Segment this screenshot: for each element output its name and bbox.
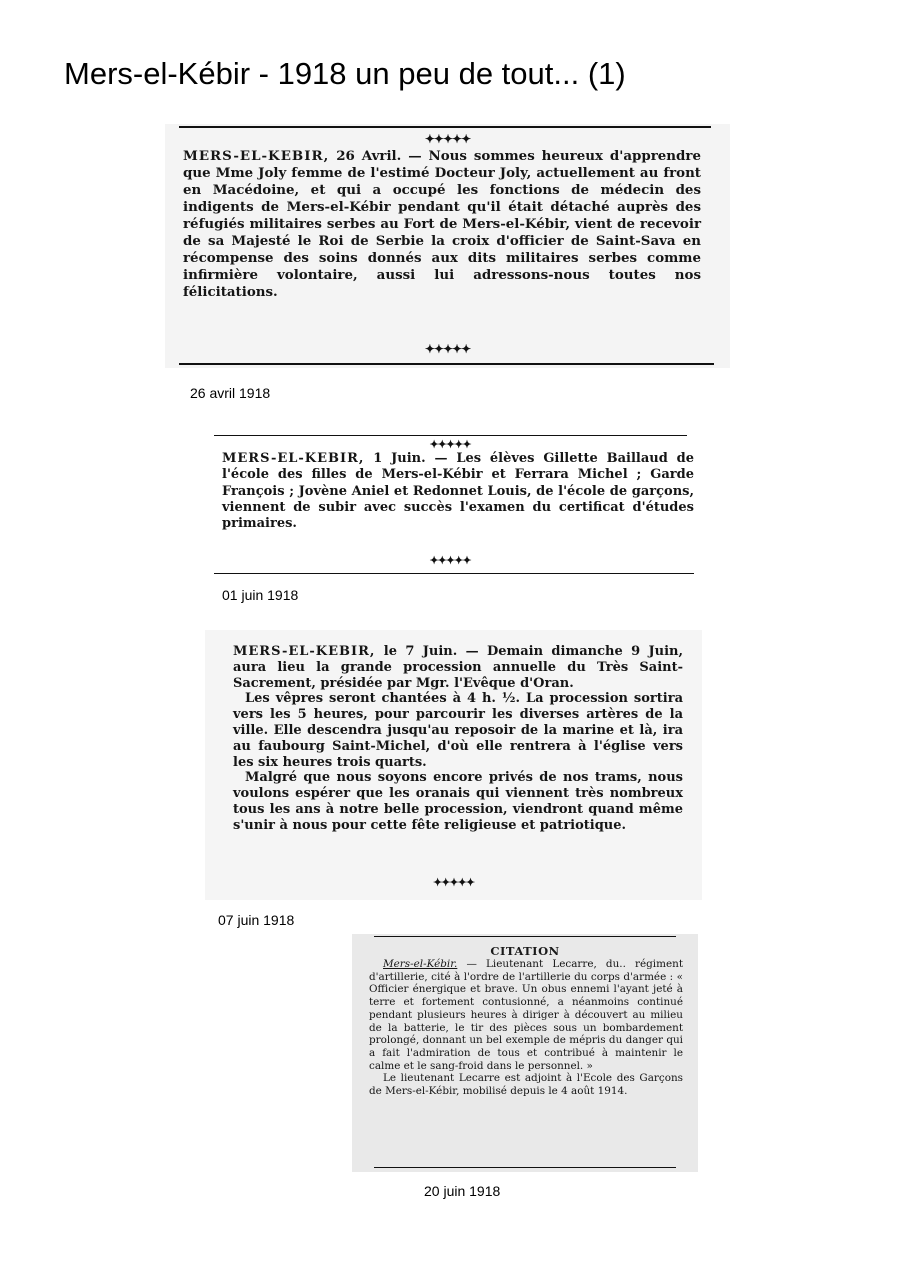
ornament-divider-bottom: ✦✦✦✦✦ xyxy=(432,876,475,889)
clipping-4-body-2: Le lieutenant Lecarre est adjoint à l'Ecole des Garçons de Mers-el-Kébir, mobilisé depuis le 4 août 1914. xyxy=(369,1072,683,1098)
clipping-4-text xyxy=(369,958,683,1098)
newspaper-clipping-2 xyxy=(200,433,700,579)
clipping-3-paragraph-1 xyxy=(233,644,683,691)
newspaper-clipping-4 xyxy=(352,934,698,1172)
newspaper-clipping-1 xyxy=(165,124,730,368)
bottom-rule xyxy=(179,363,714,365)
clipping-1-date: 26 avril 1918 xyxy=(190,385,271,401)
clipping-2-date: 01 juin 1918 xyxy=(222,587,299,603)
top-rule xyxy=(374,936,676,937)
ornament-divider-top: ✦✦✦✦✦ xyxy=(424,132,471,146)
clipping-3-text xyxy=(233,644,683,834)
clipping-3-header: MERS-EL-KEBIR, xyxy=(233,644,376,659)
clipping-3-body-3: Malgré que nous soyons encore privés de nos trams, nous voulons espérer que les oranais qui viennent très nombreux tous les ans à notre belle procession, viendront quand même s'unir à nous pour cette fête religieuse et patriotique. xyxy=(233,770,683,833)
newspaper-clipping-3 xyxy=(205,630,702,900)
clipping-2-text xyxy=(222,451,694,532)
clipping-1-header: MERS-EL-KEBIR, xyxy=(183,148,330,164)
clipping-3-body-2: Les vêpres seront chantées à 4 h. ½. La procession sortira vers les 5 heures, pour parcourir les diverses artères de la ville. Elle descendra jusqu'au reposoir de la marine et là, ira au faubourg Saint-Michel, d'où elle rentrera à l'église vers les six heures trois quarts. xyxy=(233,691,683,770)
citation-heading: CITATION xyxy=(490,944,560,958)
clipping-1-text xyxy=(183,148,701,301)
bottom-rule xyxy=(214,573,694,574)
ornament-divider-bottom: ✦✦✦✦✦ xyxy=(429,554,471,567)
ornament-divider-top: ✦✦✦✦✦ xyxy=(429,438,471,451)
clipping-3-date: 07 juin 1918 xyxy=(218,912,295,928)
clipping-2-header: MERS-EL-KEBIR, xyxy=(222,451,365,466)
top-rule xyxy=(179,126,711,128)
clipping-4-paragraph-1 xyxy=(369,958,683,1072)
top-rule xyxy=(214,435,687,436)
page-title: Mers-el-Kébir - 1918 un peu de tout... (1) xyxy=(64,56,626,91)
bottom-rule xyxy=(374,1167,676,1168)
clipping-2-body: 1 Juin. — Les élèves Gillette Baillaud de l'école des filles de Mers-el-Kébir et Ferrara Michel ; Garde François ; Jovène Aniel et Redonnet Louis, de l'école de garçons, viennent de subir avec succès l'examen du certificat d'études primaires. xyxy=(222,451,695,532)
clipping-4-header: Mers-el-Kébir. xyxy=(383,958,458,970)
clipping-4-date: 20 juin 1918 xyxy=(424,1183,501,1199)
ornament-divider-bottom: ✦✦✦✦✦ xyxy=(424,342,471,356)
clipping-3-body-1: le 7 Juin. — Demain dimanche 9 Juin, aura lieu la grande procession annuelle du Très Saint-Sacrement, présidée par Mgr. l'Evêque d'Oran. xyxy=(233,644,683,691)
clipping-1-body: 26 Avril. — Nous sommes heureux d'apprendre que Mme Joly femme de l'estimé Docteur Joly, actuellement au front en Macédoine, et qui a occupé les fonctions de médecin des indigents de Mers-el-Kébir pendant qu'il était détaché auprès des réfugiés militaires serbes au Fort de Mers-el-Kébir, vient de recevoir de sa Majesté le Roi de Serbie la croix d'officier de Saint-Sava en récompense des soins donnés aux dits militaires serbes comme infirmière volontaire, aussi lui adressons-nous toutes nos félicitations. xyxy=(183,148,701,300)
clipping-4-body-1: — Lieutenant Lecarre, du.. régiment d'artillerie, cité à l'ordre de l'artillerie du corps d'armée : « Officier énergique et brave. Un obus ennemi l'ayant jeté à terre et fortement contusionné, a néanmoins continué pendant plusieurs heures à diriger à découvert au milieu de la batterie, le tir des pièces sous un bombardement prolongé, donnant un bel exemple de mépris du danger qui a fait l'admiration de tous et contribué à maintenir le calme et le sang-froid dans le personnel. » xyxy=(369,958,683,1072)
